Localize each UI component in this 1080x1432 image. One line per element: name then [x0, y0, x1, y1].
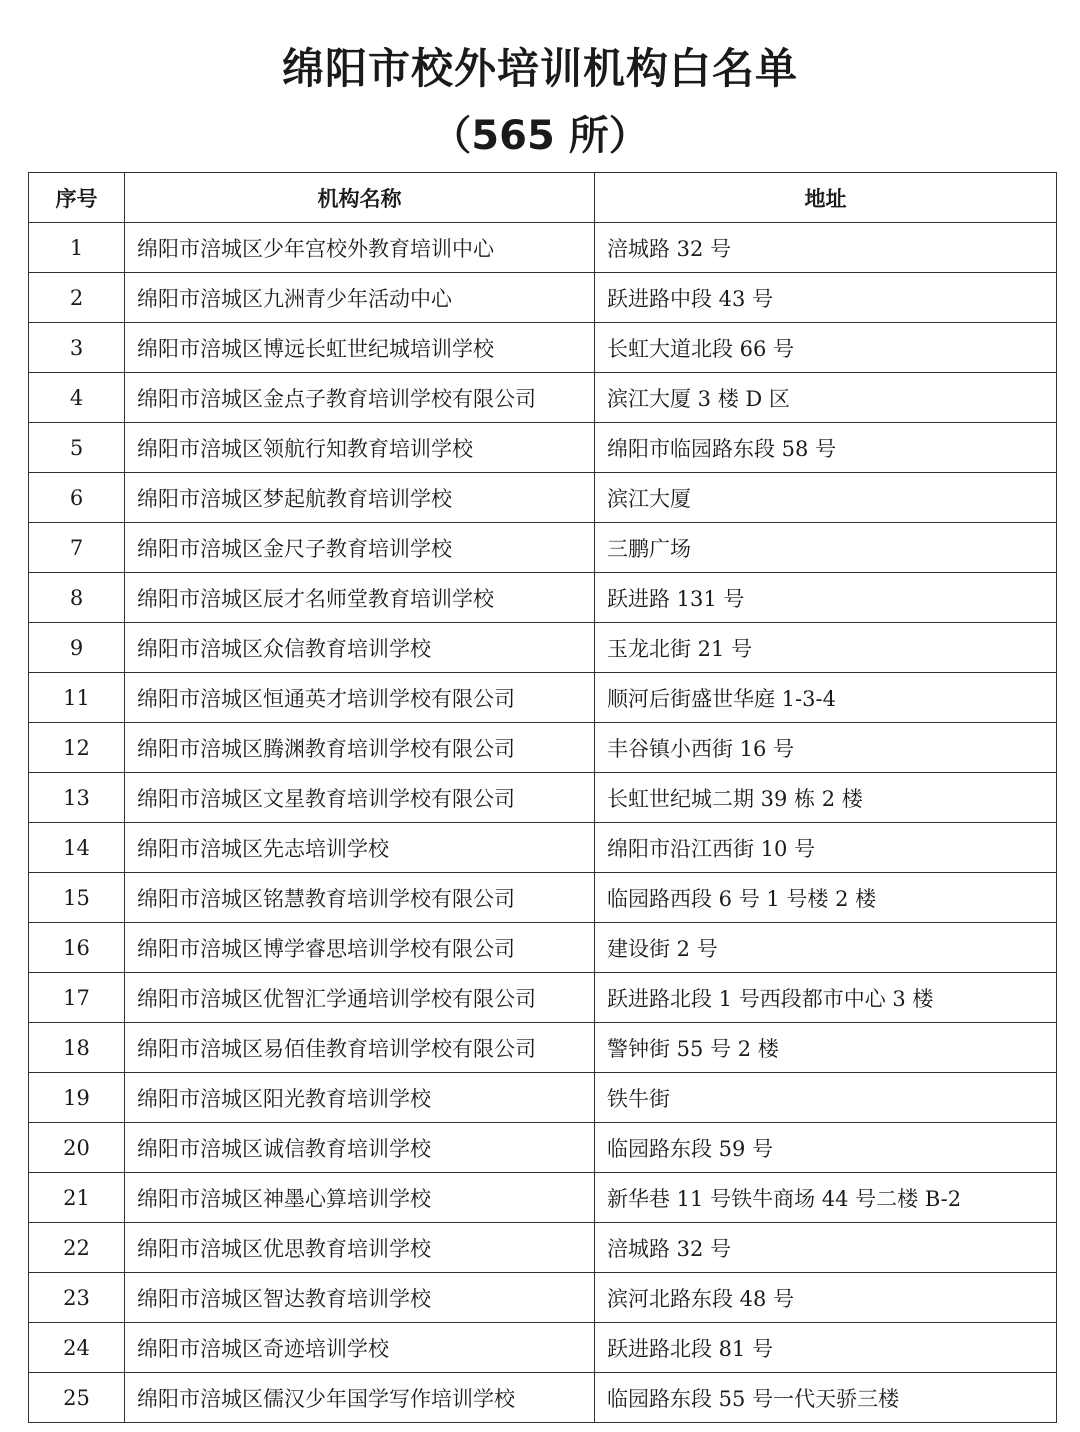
cell-institution-name: 绵阳市涪城区优智汇学通培训学校有限公司 — [125, 973, 595, 1023]
cell-address: 绵阳市沿江西街 10 号 — [595, 823, 1057, 873]
cell-serial-number: 5 — [29, 423, 125, 473]
cell-address: 绵阳市临园路东段 58 号 — [595, 423, 1057, 473]
cell-institution-name: 绵阳市涪城区众信教育培训学校 — [125, 623, 595, 673]
table-row — [29, 1373, 1057, 1423]
cell-serial-number: 3 — [29, 323, 125, 373]
document-subtitle: （565 所） — [431, 113, 649, 159]
table-row — [29, 773, 1057, 823]
cell-address: 临园路东段 55 号一代天骄三楼 — [595, 1373, 1057, 1423]
table-row — [29, 673, 1057, 723]
cell-address: 顺河后街盛世华庭 1-3-4 — [595, 673, 1057, 723]
cell-address: 滨江大厦 3 楼 D 区 — [595, 373, 1057, 423]
table-row — [29, 1273, 1057, 1323]
cell-institution-name: 绵阳市涪城区诚信教育培训学校 — [125, 1123, 595, 1173]
cell-serial-number: 17 — [29, 973, 125, 1023]
cell-institution-name: 绵阳市涪城区儒汉少年国学写作培训学校 — [125, 1373, 595, 1423]
cell-institution-name: 绵阳市涪城区优思教育培训学校 — [125, 1223, 595, 1273]
cell-institution-name: 绵阳市涪城区先志培训学校 — [125, 823, 595, 873]
cell-serial-number: 2 — [29, 273, 125, 323]
cell-institution-name: 绵阳市涪城区金尺子教育培训学校 — [125, 523, 595, 573]
cell-institution-name: 绵阳市涪城区腾渊教育培训学校有限公司 — [125, 723, 595, 773]
table-row — [29, 823, 1057, 873]
cell-institution-name: 绵阳市涪城区博学睿思培训学校有限公司 — [125, 923, 595, 973]
table-row — [29, 973, 1057, 1023]
cell-institution-name: 绵阳市涪城区博远长虹世纪城培训学校 — [125, 323, 595, 373]
table-row — [29, 273, 1057, 323]
table-row — [29, 723, 1057, 773]
cell-address: 丰谷镇小西街 16 号 — [595, 723, 1057, 773]
cell-address: 跃进路 131 号 — [595, 573, 1057, 623]
table-row — [29, 873, 1057, 923]
cell-serial-number: 11 — [29, 673, 125, 723]
table-row — [29, 523, 1057, 573]
table-row — [29, 1023, 1057, 1073]
cell-serial-number: 21 — [29, 1173, 125, 1223]
cell-institution-name: 绵阳市涪城区金点子教育培训学校有限公司 — [125, 373, 595, 423]
cell-serial-number: 25 — [29, 1373, 125, 1423]
cell-institution-name: 绵阳市涪城区梦起航教育培训学校 — [125, 473, 595, 523]
cell-serial-number: 16 — [29, 923, 125, 973]
cell-address: 跃进路北段 1 号西段都市中心 3 楼 — [595, 973, 1057, 1023]
table-row — [29, 623, 1057, 673]
cell-serial-number: 6 — [29, 473, 125, 523]
header-institution-name: 机构名称 — [125, 173, 595, 223]
table-row — [29, 1173, 1057, 1223]
cell-address: 建设街 2 号 — [595, 923, 1057, 973]
cell-serial-number: 19 — [29, 1073, 125, 1123]
cell-serial-number: 18 — [29, 1023, 125, 1073]
cell-institution-name: 绵阳市涪城区易佰佳教育培训学校有限公司 — [125, 1023, 595, 1073]
header-row — [29, 173, 1057, 223]
cell-address: 长虹世纪城二期 39 栋 2 楼 — [595, 773, 1057, 823]
header-address: 地址 — [595, 173, 1057, 223]
cell-institution-name: 绵阳市涪城区九洲青少年活动中心 — [125, 273, 595, 323]
table-row — [29, 1123, 1057, 1173]
cell-institution-name: 绵阳市涪城区智达教育培训学校 — [125, 1273, 595, 1323]
cell-institution-name: 绵阳市涪城区领航行知教育培训学校 — [125, 423, 595, 473]
table-row — [29, 323, 1057, 373]
cell-address: 玉龙北街 21 号 — [595, 623, 1057, 673]
cell-serial-number: 9 — [29, 623, 125, 673]
cell-address: 临园路西段 6 号 1 号楼 2 楼 — [595, 873, 1057, 923]
table-row — [29, 473, 1057, 523]
cell-serial-number: 12 — [29, 723, 125, 773]
table-row — [29, 1223, 1057, 1273]
cell-address: 跃进路北段 81 号 — [595, 1323, 1057, 1373]
cell-address: 滨河北路东段 48 号 — [595, 1273, 1057, 1323]
cell-serial-number: 13 — [29, 773, 125, 823]
table-row — [29, 923, 1057, 973]
cell-institution-name: 绵阳市涪城区文星教育培训学校有限公司 — [125, 773, 595, 823]
cell-address: 三鹏广场 — [595, 523, 1057, 573]
cell-address: 警钟街 55 号 2 楼 — [595, 1023, 1057, 1073]
cell-address: 滨江大厦 — [595, 473, 1057, 523]
cell-serial-number: 4 — [29, 373, 125, 423]
cell-institution-name: 绵阳市涪城区铭慧教育培训学校有限公司 — [125, 873, 595, 923]
table-row — [29, 373, 1057, 423]
document-title: 绵阳市校外培训机构白名单 — [281, 44, 798, 93]
cell-serial-number: 20 — [29, 1123, 125, 1173]
cell-serial-number: 14 — [29, 823, 125, 873]
table-body — [29, 223, 1057, 1423]
cell-address: 跃进路中段 43 号 — [595, 273, 1057, 323]
cell-institution-name: 绵阳市涪城区少年宫校外教育培训中心 — [125, 223, 595, 273]
cell-address: 涪城路 32 号 — [595, 1223, 1057, 1273]
table-row — [29, 223, 1057, 273]
header-serial-number: 序号 — [29, 173, 125, 223]
table-row — [29, 573, 1057, 623]
cell-serial-number: 8 — [29, 573, 125, 623]
table-header — [29, 173, 1057, 223]
table-row — [29, 1073, 1057, 1123]
table-row — [29, 423, 1057, 473]
cell-institution-name: 绵阳市涪城区阳光教育培训学校 — [125, 1073, 595, 1123]
cell-serial-number: 1 — [29, 223, 125, 273]
cell-institution-name: 绵阳市涪城区恒通英才培训学校有限公司 — [125, 673, 595, 723]
cell-address: 临园路东段 59 号 — [595, 1123, 1057, 1173]
institution-table — [28, 172, 1057, 1423]
cell-serial-number: 22 — [29, 1223, 125, 1273]
cell-address: 铁牛街 — [595, 1073, 1057, 1123]
cell-institution-name: 绵阳市涪城区奇迹培训学校 — [125, 1323, 595, 1373]
cell-institution-name: 绵阳市涪城区神墨心算培训学校 — [125, 1173, 595, 1223]
cell-serial-number: 15 — [29, 873, 125, 923]
cell-address: 新华巷 11 号铁牛商场 44 号二楼 B-2 — [595, 1173, 1057, 1223]
cell-institution-name: 绵阳市涪城区辰才名师堂教育培训学校 — [125, 573, 595, 623]
cell-serial-number: 24 — [29, 1323, 125, 1373]
cell-serial-number: 23 — [29, 1273, 125, 1323]
cell-address: 涪城路 32 号 — [595, 223, 1057, 273]
table-row — [29, 1323, 1057, 1373]
cell-serial-number: 7 — [29, 523, 125, 573]
cell-address: 长虹大道北段 66 号 — [595, 323, 1057, 373]
